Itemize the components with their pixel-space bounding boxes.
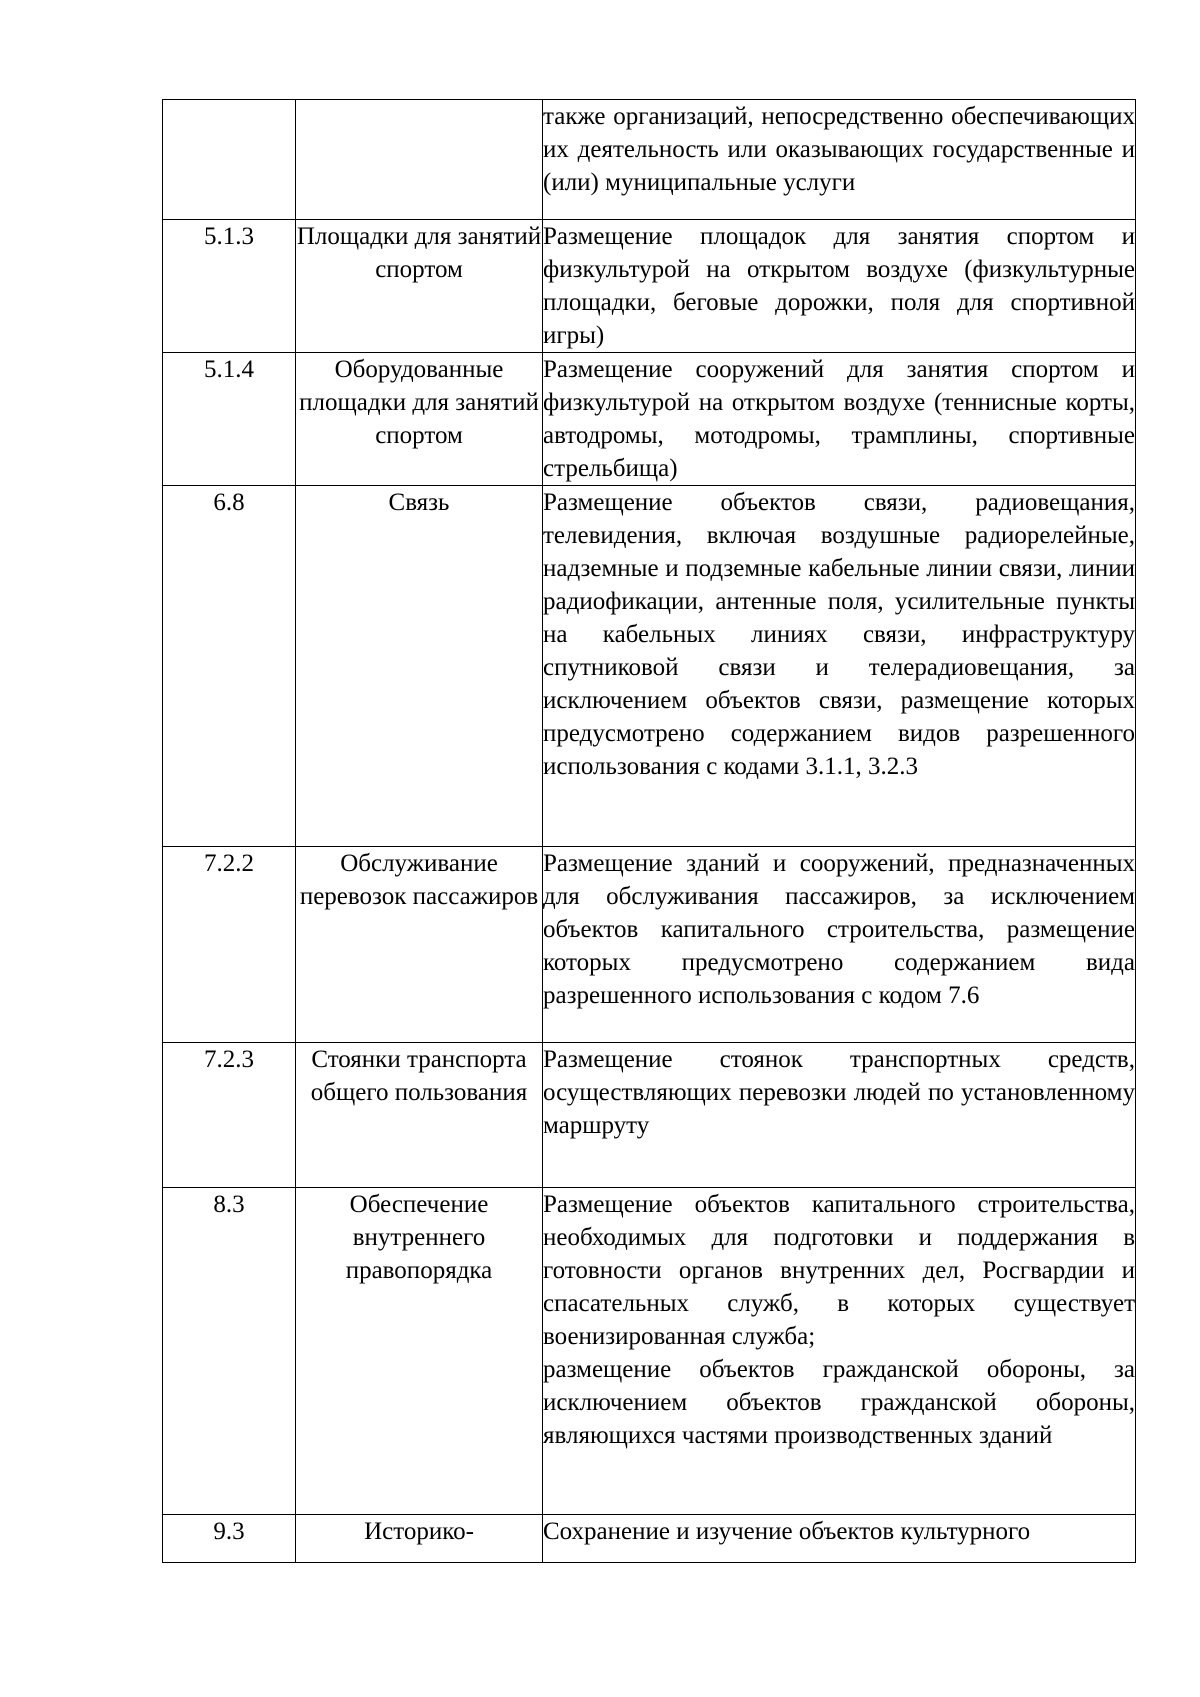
name-cell: Площадки для занятий спортом [296, 220, 543, 353]
code-cell: 7.2.3 [163, 1043, 296, 1188]
name-cell: Историко- [296, 1515, 543, 1563]
description-text: Размещение зданий и сооружений, предназначенных для обслуживания пассажиров, за исключением объектов капитального строительства, размещение которых предусмотрено содержанием вида разрешенного использования с кодом 7.6 [543, 850, 1135, 1009]
description-text: Размещение стоянок транспортных средств, осуществляющих перевозки людей по установленному маршруту [543, 1046, 1135, 1139]
description-text: Размещение сооружений для занятия спортом и физкультурой на открытом воздухе (теннисные корты, автодромы, мотодромы, трамплины, спортивные стрельбища) [543, 356, 1135, 482]
code-cell: 6.8 [163, 486, 296, 847]
code-cell: 7.2.2 [163, 847, 296, 1043]
code-cell: 8.3 [163, 1188, 296, 1515]
description-text: Размещение объектов связи, радиовещания, телевидения, включая воздушные радиорелейные, надземные и подземные кабельные линии связи, линии радиофикации, антенные поля, усилительные пункты на кабельных линиях связи, инфраструктуру спутниковой связи и телерадиовещания, за исключением объектов связи, размещение которых предусмотрено содержанием видов разрешенного использования с кодами 3.1.1, 3.2.3 [543, 489, 1135, 780]
table-row [163, 1043, 1136, 1188]
description-cell [543, 100, 1136, 220]
name-cell: Оборудованные площадки для занятий спортом [296, 353, 543, 486]
table-row [163, 353, 1136, 486]
description-cell [543, 1515, 1136, 1563]
land-use-table [162, 99, 1136, 1563]
description-cell [543, 220, 1136, 353]
description-text: Размещение площадок для занятия спортом и физкультурой на открытом воздухе (физкультурные площадки, беговые дорожки, поля для спортивной игры) [543, 223, 1135, 349]
description-cell [543, 847, 1136, 1043]
description-text: Сохранение и изучение объектов культурного [543, 1518, 1031, 1545]
description-cell [543, 353, 1136, 486]
code-cell: 5.1.3 [163, 220, 296, 353]
name-cell [296, 100, 543, 220]
name-cell: Обслуживание перевозок пассажиров [296, 847, 543, 1043]
name-cell: Связь [296, 486, 543, 847]
code-cell: 9.3 [163, 1515, 296, 1563]
description-text: Размещение объектов капитального строительства, необходимых для подготовки и поддержания в готовности органов внутренних дел, Росгвардии и спасательных служб, в которых существует военизированная служба; [543, 1191, 1135, 1350]
description-cell [543, 1043, 1136, 1188]
code-cell: 5.1.4 [163, 353, 296, 486]
table-row [163, 100, 1136, 220]
table-row [163, 1515, 1136, 1563]
description-text: также организаций, непосредственно обеспечивающих их деятельность или оказывающих государственные и (или) муниципальные услуги [543, 103, 1135, 196]
code-cell [163, 100, 296, 220]
table-row [163, 486, 1136, 847]
name-cell: Стоянки транспорта общего пользования [296, 1043, 543, 1188]
description-cell [543, 486, 1136, 847]
name-cell: Обеспечение внутреннего правопорядка [296, 1188, 543, 1515]
table-row [163, 220, 1136, 353]
table-row [163, 847, 1136, 1043]
description-cell [543, 1188, 1136, 1515]
table-row [163, 1188, 1136, 1515]
description-text: размещение объектов гражданской обороны, за исключением объектов гражданской обороны, являющихся частями производственных зданий [543, 1356, 1135, 1449]
